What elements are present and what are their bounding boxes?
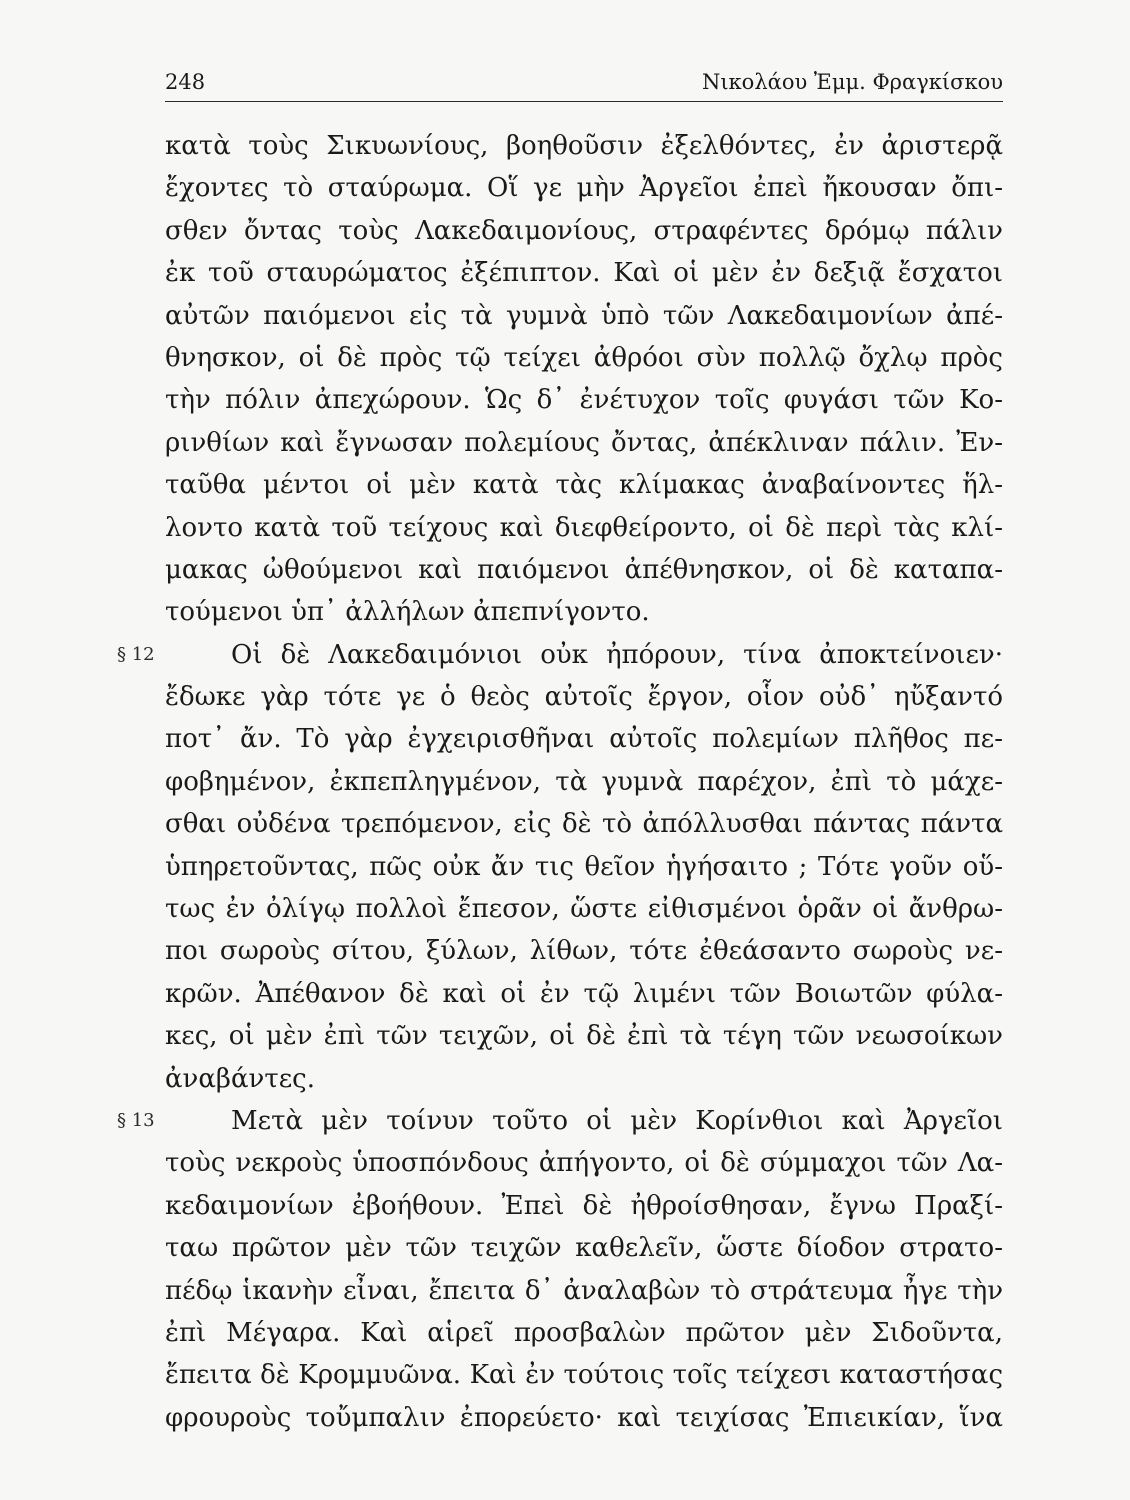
text-line — [165, 1397, 1003, 1439]
text-line — [165, 846, 1003, 888]
text-line — [165, 464, 1003, 506]
line-text: Μετὰ μὲν τοίνυν τοῦτο οἱ μὲν Κορίνθιοι καὶ Ἀργεῖοι — [231, 1105, 1003, 1136]
text-line — [165, 507, 1003, 549]
line-text: τοὺς νεκροὺς ὑποσπόνδους ἀπήγοντο, οἱ δὲ σύμμαχοι τῶν Λα- — [165, 1148, 1003, 1179]
line-text: Οἱ δὲ Λακεδαιμόνιοι οὐκ ἠπόρουν, τίνα ἀποκτείνοιεν· — [231, 639, 1003, 670]
line-text: φοβημένον, ἐκπεπληγμένον, τὰ γυμνὰ παρέχον, ἐπὶ τὸ μάχε- — [165, 766, 1003, 797]
line-text: σθεν ὄντας τοὺς Λακεδαιμονίους, στραφέντες δρόμῳ πάλιν — [165, 215, 1003, 246]
text-line — [165, 718, 1003, 760]
text-line — [165, 591, 1003, 633]
line-text: κεδαιμονίων ἐβοήθουν. Ἐπεὶ δὲ ἠθροίσθησαν, ἔγνω Πραξί- — [165, 1190, 1003, 1221]
text-line — [165, 549, 1003, 591]
text-line — [165, 210, 1003, 252]
line-text: αὐτῶν παιόμενοι εἰς τὰ γυμνὰ ὑπὸ τῶν Λακεδαιμονίων ἀπέ- — [165, 300, 1003, 331]
line-text: τὴν πόλιν ἀπεχώρουν. Ὡς δ᾽ ἐνέτυχον τοῖς φυγάσι τῶν Κο- — [165, 385, 1003, 416]
header-rule — [165, 101, 1003, 102]
text-line — [117, 634, 1003, 676]
page-header — [165, 70, 1003, 100]
line-text: κατὰ τοὺς Σικυωνίους, βοηθοῦσιν ἐξελθόντες, ἐν ἀριστερᾷ — [165, 131, 1003, 161]
section-marker: § 12 — [117, 643, 155, 665]
text-line — [165, 1142, 1003, 1184]
text-line — [165, 930, 1003, 972]
text-line — [165, 167, 1003, 209]
text-line — [165, 252, 1003, 294]
line-text: τούμενοι ὑπ᾽ ἀλλήλων ἀπεπνίγοντο. — [165, 597, 650, 628]
text-line — [165, 803, 1003, 845]
text-line — [165, 295, 1003, 337]
page-number: 248 — [165, 70, 206, 94]
line-text: ἔχοντες τὸ σταύρωμα. Οἵ γε μὴν Ἀργεῖοι ἐπεὶ ἤκουσαν ὄπι- — [165, 173, 1003, 204]
text-line — [117, 1100, 1003, 1142]
line-text: ἀναβάντες. — [165, 1063, 315, 1094]
line-text: ἔδωκε γὰρ τότε γε ὁ θεὸς αὐτοῖς ἔργον, οἷον οὐδ᾽ ηὔξαντό — [165, 682, 1003, 713]
running-head: Νικολάου Ἐμμ. Φραγκίσκου — [701, 70, 1003, 94]
text-line — [165, 761, 1003, 803]
text-line — [165, 973, 1003, 1015]
line-text: ποτ᾽ ἄν. Τὸ γὰρ ἐγχειρισθῆναι αὐτοῖς πολεμίων πλῆθος πε- — [165, 724, 1003, 755]
line-text: φρουροὺς τοὔμπαλιν ἐπορεύετο· καὶ τειχίσας Ἐπιεικίαν, ἵνα — [165, 1402, 1003, 1433]
line-text: ποι σωροὺς σίτου, ξύλων, λίθων, τότε ἐθεάσαντο σωροὺς νε- — [165, 936, 1003, 967]
line-text: πέδῳ ἱκανὴν εἶναι, ἔπειτα δ᾽ ἀναλαβὼν τὸ στράτευμα ἦγε τὴν — [165, 1275, 1003, 1306]
text-line — [165, 422, 1003, 464]
text-line — [165, 379, 1003, 421]
line-text: ρινθίων καὶ ἔγνωσαν πολεμίους ὄντας, ἀπέκλιναν πάλιν. Ἐν- — [165, 427, 1003, 458]
line-text: θνησκον, οἱ δὲ πρὸς τῷ τείχει ἀθρόοι σὺν πολλῷ ὄχλῳ πρὸς — [165, 342, 1003, 373]
text-line — [165, 676, 1003, 718]
line-text: κες, οἱ μὲν ἐπὶ τῶν τειχῶν, οἱ δὲ ἐπὶ τὰ τέγη τῶν νεωσοίκων — [165, 1021, 1003, 1052]
text-line — [165, 888, 1003, 930]
line-text: λοντο κατὰ τοῦ τείχους καὶ διεφθείροντο, οἱ δὲ περὶ τὰς κλί- — [165, 512, 1003, 543]
text-line — [165, 125, 1003, 167]
text-line — [165, 1270, 1003, 1312]
text-line — [165, 1058, 1003, 1100]
line-text: ταω πρῶτον μὲν τῶν τειχῶν καθελεῖν, ὥστε δίοδον στρατο- — [165, 1233, 1003, 1264]
section-marker: § 13 — [117, 1109, 155, 1131]
text-line — [165, 1227, 1003, 1269]
line-text: ὑπηρετοῦντας, πῶς οὐκ ἄν τις θεῖον ἡγήσαιτο ; Τότε γοῦν οὕ- — [165, 851, 1003, 882]
text-line — [165, 337, 1003, 379]
line-text: ἐκ τοῦ σταυρώματος ἐξέπιπτον. Καὶ οἱ μὲν ἐν δεξιᾷ ἔσχατοι — [165, 258, 1003, 289]
body-text — [117, 125, 1003, 1439]
text-line — [165, 1312, 1003, 1354]
line-text: ἐπὶ Μέγαρα. Καὶ αἱρεῖ προσβαλὼν πρῶτον μὲν Σιδοῦντα, — [165, 1317, 1003, 1348]
line-text: ἔπειτα δὲ Κρομμυῶνα. Καὶ ἐν τούτοις τοῖς τείχεσι καταστήσας — [165, 1360, 1003, 1391]
line-text: κρῶν. Ἀπέθανον δὲ καὶ οἱ ἐν τῷ λιμένι τῶν Βοιωτῶν φύλα- — [165, 978, 1003, 1009]
line-text: ταῦθα μέντοι οἱ μὲν κατὰ τὰς κλίμακας ἀναβαίνοντες ἥλ- — [165, 470, 1003, 501]
text-line — [165, 1015, 1003, 1057]
text-line — [165, 1354, 1003, 1396]
line-text: τως ἐν ὀλίγῳ πολλοὶ ἔπεσον, ὥστε εἰθισμένοι ὁρᾶν οἱ ἄνθρω- — [165, 894, 1003, 925]
line-text: σθαι οὐδένα τρεπόμενον, εἰς δὲ τὸ ἀπόλλυσθαι πάντας πάντα — [165, 809, 1003, 840]
text-line — [165, 1185, 1003, 1227]
line-text: μακας ὠθούμενοι καὶ παιόμενοι ἀπέθνησκον, οἱ δὲ καταπα- — [165, 554, 1003, 585]
